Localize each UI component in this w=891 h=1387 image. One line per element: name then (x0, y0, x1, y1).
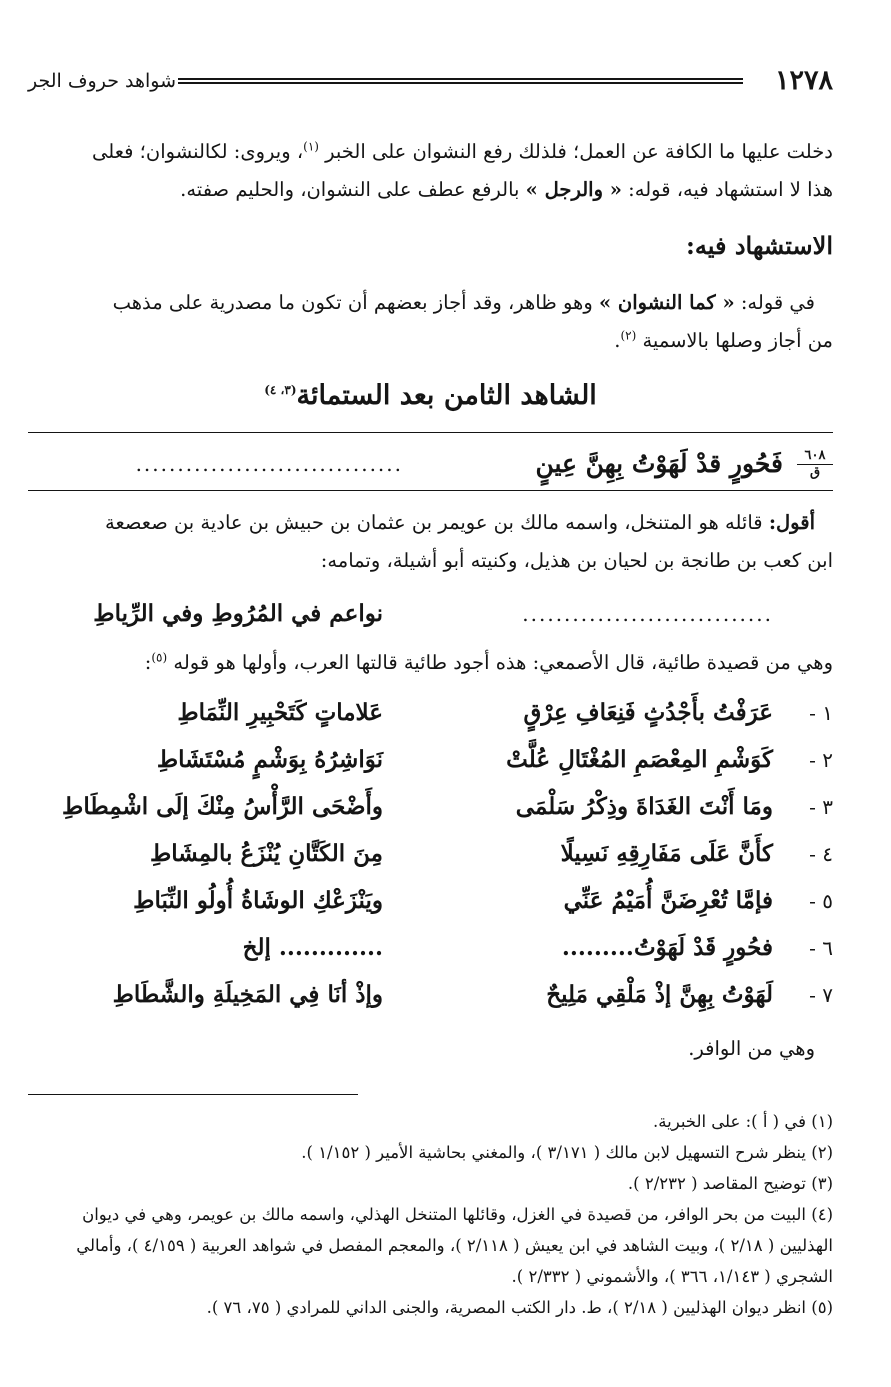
footnote-rule (28, 1094, 358, 1095)
poem-verse: ٤ - كأَنَّ عَلَى مَفَارِقِهِ نَسِيلًا مِنَ الكَتَّانِ يُنْزَعُ بالمِشَاطِ (28, 831, 833, 877)
shahid-dots: ................................ (135, 452, 403, 476)
verse-first-hemistich: لَهَوْتُ بِهِنَّ إذْ مَلْقِي مَلِيحٌ (546, 981, 773, 1008)
header-double-rule (178, 78, 743, 84)
footnote-ref-1[interactable]: (١) (303, 139, 319, 154)
footnote-4-cont: الهذليين ( ٢/١٨ )، وبيت الشاهد في ابن يعيش ( ٢/١١٨ )، والمعجم المفصل في شواهد العربية ( ٤/١٥٩ )، وأمالي (76, 1236, 833, 1255)
verse-second-hemistich: عَلاماتٍ كَتَحْبِيرِ النِّمَاطِ (177, 699, 383, 726)
verse-second-hemistich: ............. إلخ (242, 934, 383, 961)
section-rule (28, 432, 833, 433)
verse-reference: ٦٠٨ ق (797, 448, 833, 481)
verse-first-hemistich: عَرَفْتُ بأَجْدُثٍ فَنِعَافِ عِرْقٍ (523, 699, 773, 726)
intro-paragraph (28, 133, 833, 209)
poem-verse: ٣ - ومَا أَنْتَ الغَدَاةَ وذِكْرُ سَلْمَى وأَضْحَى الرَّأْسُ مِنْكَ إلَى اشْمِطَاطِ (28, 784, 833, 830)
page-number: ١٢٧٨ (774, 65, 833, 96)
verse-second-hemistich: وإذْ أنَا فِي المَخِيلَةِ والشَّطَاطِ (112, 981, 383, 1008)
qasida-intro-line: وهي من قصيدة طائية، قال الأصمعي: هذه أجود طائية قالتها العرب، وأولها هو قوله $^{(٥)}$: (144, 650, 833, 674)
aqul-paragraph (28, 504, 833, 580)
footnote-ref-5[interactable]: (٥) (151, 650, 168, 665)
section-heading-istishhad: الاستشهاد فيه: (686, 231, 833, 260)
footnote-4-cont: الشجري ( ١/١٤٣، ٣٦٦ )، والأشموني ( ٢/٣٣٢ ). (511, 1267, 833, 1286)
completion-dots: .............................. (522, 602, 773, 626)
intro-line-2: هذا لا استشهاد فيه، قوله: « والرجل » بالرفع عطف على النشوان، والحليم صفته. (180, 178, 833, 201)
footnote-2: (٢) ينظر شرح التسهيل لابن مالك ( ٣/١٧١ )، والمغني بحاشية الأمير ( ١/١٥٢ ). (301, 1143, 833, 1162)
footnote-ref-3-4[interactable]: (٣، ٤) (264, 383, 297, 397)
poem-verse: ٢ - كَوَشْمِ المِعْصَمِ المُغْتَالِ عُلَّتْ نَوَاشِرُهُ بِوَشْمٍ مُسْتَشَاطِ (28, 737, 833, 783)
intro-line-1: دخلت عليها ما الكافة عن العمل؛ فلذلك رفع النشوان على الخبر $^{(١)}$، ويروى: لكالنشوان؛ فعلى (92, 139, 833, 163)
running-header (28, 64, 833, 98)
poem-verse: ٦ - فحُورٍ قَدْ لَهَوْتُ......... ............. إلخ (28, 925, 833, 971)
poem-verse: ٥ - فإمَّا تُعْرِضَنَّ أُمَيْمُ عَنِّي ويَنْزَعْكِ الوشَاةُ أُولُو النِّبَاطِ (28, 878, 833, 924)
footnote-3: (٣) توضيح المقاصد ( ٢/٢٣٢ ). (627, 1174, 833, 1193)
aqul-line-1: أقول: قائله هو المتنخل، واسمه مالك بن عويمر بن عثمان بن حبيش بن عادية بن صعصعة (105, 511, 815, 534)
verse-second-hemistich: وأَضْحَى الرَّأْسُ مِنْكَ إلَى اشْمِطَاطِ (62, 793, 383, 820)
verse-second-hemistich: نَوَاشِرُهُ بِوَشْمٍ مُسْتَشَاطِ (156, 746, 383, 773)
verse-bottom-rule (28, 490, 833, 491)
verse-first-hemistich: كأَنَّ عَلَى مَفَارِقِهِ نَسِيلًا (560, 840, 773, 867)
footnote-1: (١) في ( أ ): على الخبرية. (653, 1112, 833, 1131)
verse-first-hemistich: فحُورٍ قَدْ لَهَوْتُ......... (561, 934, 773, 961)
footnote-ref-2[interactable]: (٢) (620, 328, 637, 343)
istishhad-line-1: في قوله: « كما النشوان » وهو ظاهر، وقد أجاز بعضهم أن تكون ما مصدرية على مذهب (112, 291, 815, 314)
completion-hemistich: نواعم في المُرُوطِ وفي الرِّياطِ (93, 600, 383, 627)
verse-second-hemistich: ويَنْزَعْكِ الوشَاةُ أُولُو النِّبَاطِ (133, 887, 383, 914)
verse-first-hemistich: كَوَشْمِ المِعْصَمِ المُغْتَالِ عُلَّتْ (506, 746, 773, 773)
verse-first-hemistich: فإمَّا تُعْرِضَنَّ أُمَيْمُ عَنِّي (563, 887, 773, 914)
qasida-intro (28, 644, 833, 682)
istishhad-line-2: من أجاز وصلها بالاسمية $^{(٢)}$. (614, 328, 833, 352)
poem-verse: ١ - عَرَفْتُ بأَجْدُثٍ فَنِعَافِ عِرْقٍ عَلاماتٍ كَتَحْبِيرِ النِّمَاطِ (28, 690, 833, 736)
shahid-first-hemistich: فَحُورٍ قدْ لَهَوْتُ بِهِنَّ عِينٍ (535, 449, 783, 478)
footnote-5: (٥) انظر ديوان الهذليين ( ٢/١٨ )، ط. دار الكتب المصرية، والجنى الداني للمرادي ( ٧٥، ٧٦ ). (206, 1298, 833, 1317)
verse-first-hemistich: ومَا أَنْتَ الغَدَاةَ وذِكْرُ سَلْمَى (515, 793, 773, 820)
meter-note: وهي من الوافر. (688, 1037, 815, 1060)
book-page (28, 0, 833, 1387)
verse-second-hemistich: مِنَ الكَتَّانِ يُنْزَعُ بالمِشَاطِ (149, 840, 383, 867)
shahid-title: الشاهد الثامن بعد الستمائة$^{(٣، ٤)}$ (264, 380, 597, 411)
footnote-4: (٤) البيت من بحر الوافر، من قصيدة في الغزل، وقائلها المتنخل الهذلي، واسمه مالك بن عويمر، وهي في ديوان (82, 1205, 833, 1224)
shahid-verse (28, 442, 833, 492)
aqul-line-2: ابن كعب بن طانجة بن لحيان بن هذيل، وكنيته أبو أشيلة، وتمامه: (320, 549, 833, 572)
istishhad-paragraph (28, 284, 833, 360)
running-title: شواهد حروف الجر (28, 70, 177, 92)
poem-verse: ٧ - لَهَوْتُ بِهِنَّ إذْ مَلْقِي مَلِيحٌ وإذْ أنَا فِي المَخِيلَةِ والشَّطَاطِ (28, 972, 833, 1018)
footnotes (28, 1106, 833, 1323)
